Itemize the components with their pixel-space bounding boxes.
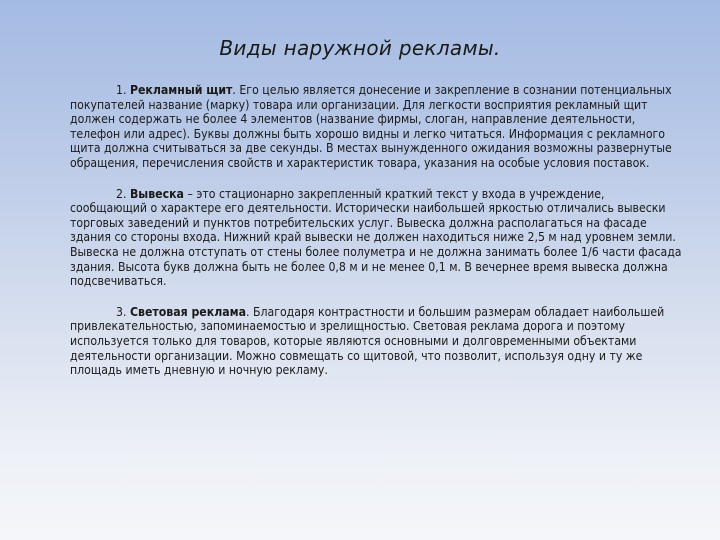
paragraph-text: . Благодаря контрастности и большим размерам обладает наибольшей привлекательностью, запоминаемостью и зрелищностью. Световая реклама дорога и поэтому используется только для товаров, которые являются основными и долговременными объектами деятельности организации. Можно совмещать со щитовой, что позволит, используя одну и ту же площадь иметь дневную и ночную рекламу. bbox=[70, 304, 665, 378]
term-billboard: Рекламный щит bbox=[129, 83, 233, 97]
slide-title: Виды наружной рекламы. bbox=[219, 36, 501, 60]
paragraph-text: – это стационарно закрепленный краткий текст у входа в учреждение, сообщающий о характере его деятельности. Исторически наибольшей яркостью отличались вывески торговых заведений и пунктов потребительских услуг. Вывеска должна располагаться на фасаде здания со стороны входа. Нижний край вывески не должен находиться ниже 2,5 м над уровнем земли. Вывеска не должна отступать от стены более полуметра и не должна занимать более 1/6 части фасада здания. Высота букв должна быть не более 0,8 м и не менее 0,1 м. В вечернее время вывеска должна подсвечиваться. bbox=[70, 186, 682, 289]
term-light-advertising: Световая реклама bbox=[129, 304, 246, 319]
paragraph-number: 2. bbox=[116, 186, 127, 201]
paragraph-number: 3. bbox=[116, 304, 127, 319]
paragraph-text: . Его целью является донесение и закрепление в сознании потенциальных покупателей название (марку) товара или организации. Для легкости восприятия рекламный щит должен содержать не более 4 элементов (название фирмы, слоган, направление деятельности, телефон или адрес). Буквы должны быть хорошо видны и легко читаться. Информация с рекламного щита должна считываться за две секунды. В местах вынужденного ожидания возможны развернутые обращения, перечисления свойств и характеристик товара, указания на особые условия поставок. bbox=[70, 83, 672, 170]
paragraph-light-advertising bbox=[70, 305, 682, 378]
paragraph-number: 1. bbox=[116, 83, 127, 97]
paragraph-billboard bbox=[70, 83, 682, 171]
paragraph-signboard bbox=[70, 187, 682, 289]
slide-content bbox=[70, 83, 682, 394]
term-signboard: Вывеска bbox=[129, 186, 184, 201]
